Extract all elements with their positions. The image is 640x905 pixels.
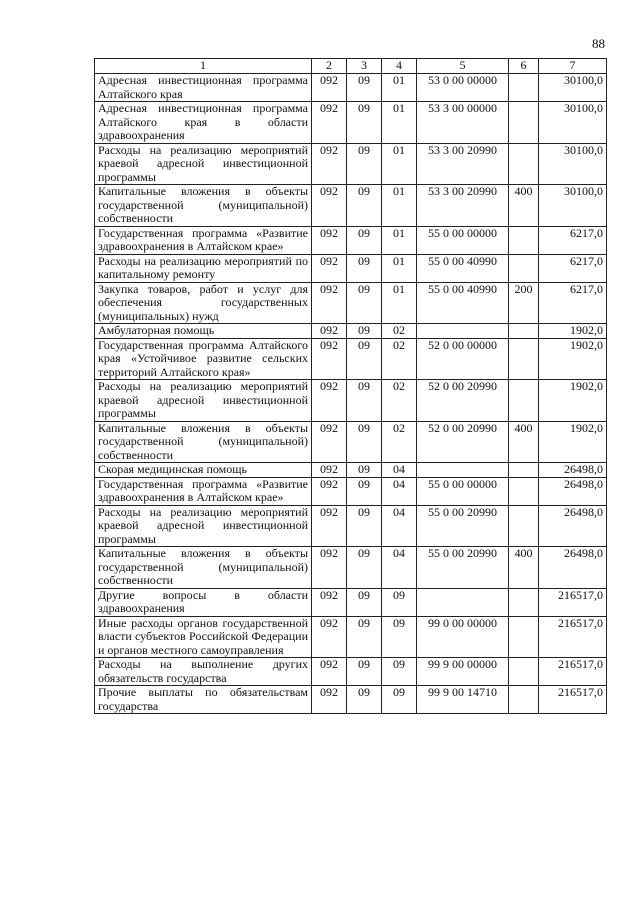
row-expense-type [509, 477, 539, 505]
row-name: Расходы на реализацию мероприятий по капитальному ремонту [95, 254, 312, 282]
row-expense-type [509, 588, 539, 616]
table-row [95, 102, 607, 144]
row-subsection-code: 09 [382, 658, 417, 686]
row-name: Государственная программа «Развитие здравоохранения в Алтайском крае» [95, 477, 312, 505]
row-subsection-code: 01 [382, 282, 417, 324]
row-subsection-code: 02 [382, 324, 417, 339]
row-ministry-code: 092 [312, 74, 347, 102]
column-header: 5 [417, 59, 509, 74]
row-name: Капитальные вложения в объекты государственной (муниципальной) собственности [95, 547, 312, 589]
row-expense-type [509, 254, 539, 282]
row-subsection-code: 09 [382, 616, 417, 658]
row-section-code: 09 [347, 338, 382, 380]
row-ministry-code: 092 [312, 658, 347, 686]
row-subsection-code: 01 [382, 254, 417, 282]
row-target-article: 53 0 00 00000 [417, 74, 509, 102]
table-row [95, 616, 607, 658]
row-ministry-code: 092 [312, 588, 347, 616]
row-ministry-code: 092 [312, 282, 347, 324]
table-row [95, 254, 607, 282]
row-target-article: 52 0 00 20990 [417, 380, 509, 422]
row-target-article [417, 463, 509, 478]
row-subsection-code: 01 [382, 143, 417, 185]
row-amount: 26498,0 [539, 547, 607, 589]
column-header: 1 [95, 59, 312, 74]
row-subsection-code: 02 [382, 421, 417, 463]
row-target-article: 55 0 00 20990 [417, 505, 509, 547]
row-name: Капитальные вложения в объекты государственной (муниципальной) собственности [95, 421, 312, 463]
table-row [95, 658, 607, 686]
row-section-code: 09 [347, 254, 382, 282]
row-amount: 6217,0 [539, 226, 607, 254]
row-target-article: 52 0 00 00000 [417, 338, 509, 380]
column-header: 4 [382, 59, 417, 74]
table-row [95, 185, 607, 227]
row-ministry-code: 092 [312, 686, 347, 714]
row-target-article [417, 588, 509, 616]
row-target-article: 53 3 00 00000 [417, 102, 509, 144]
row-ministry-code: 092 [312, 380, 347, 422]
row-subsection-code: 01 [382, 102, 417, 144]
row-name: Расходы на реализацию мероприятий краевой адресной инвестиционной программы [95, 380, 312, 422]
row-section-code: 09 [347, 282, 382, 324]
row-name: Государственная программа Алтайского края «Устойчивое развитие сельских территорий Алтайского края» [95, 338, 312, 380]
table-row [95, 547, 607, 589]
row-section-code: 09 [347, 226, 382, 254]
row-name: Прочие выплаты по обязательствам государства [95, 686, 312, 714]
row-subsection-code: 01 [382, 226, 417, 254]
row-amount: 216517,0 [539, 658, 607, 686]
row-amount: 6217,0 [539, 282, 607, 324]
row-target-article: 99 9 00 00000 [417, 658, 509, 686]
row-ministry-code: 092 [312, 102, 347, 144]
table-row [95, 226, 607, 254]
row-ministry-code: 092 [312, 505, 347, 547]
row-expense-type [509, 616, 539, 658]
table-row [95, 477, 607, 505]
row-section-code: 09 [347, 463, 382, 478]
row-subsection-code: 01 [382, 185, 417, 227]
row-name: Другие вопросы в области здравоохранения [95, 588, 312, 616]
row-subsection-code: 04 [382, 477, 417, 505]
column-header: 3 [347, 59, 382, 74]
row-ministry-code: 092 [312, 254, 347, 282]
table-row [95, 686, 607, 714]
row-amount: 1902,0 [539, 380, 607, 422]
row-amount: 26498,0 [539, 463, 607, 478]
row-section-code: 09 [347, 686, 382, 714]
row-expense-type: 400 [509, 421, 539, 463]
row-target-article: 99 0 00 00000 [417, 616, 509, 658]
row-ministry-code: 092 [312, 463, 347, 478]
row-name: Амбулаторная помощь [95, 324, 312, 339]
row-target-article: 55 0 00 20990 [417, 547, 509, 589]
row-subsection-code: 02 [382, 338, 417, 380]
column-header: 7 [539, 59, 607, 74]
row-amount: 26498,0 [539, 505, 607, 547]
row-expense-type [509, 324, 539, 339]
table-row [95, 324, 607, 339]
header-row [95, 59, 607, 74]
row-ministry-code: 092 [312, 143, 347, 185]
row-expense-type [509, 74, 539, 102]
table-row [95, 338, 607, 380]
column-header: 6 [509, 59, 539, 74]
column-header: 2 [312, 59, 347, 74]
row-name: Расходы на реализацию мероприятий краевой адресной инвестиционной программы [95, 505, 312, 547]
row-expense-type: 200 [509, 282, 539, 324]
row-target-article: 55 0 00 40990 [417, 282, 509, 324]
row-ministry-code: 092 [312, 547, 347, 589]
row-amount: 26498,0 [539, 477, 607, 505]
row-ministry-code: 092 [312, 421, 347, 463]
row-amount: 30100,0 [539, 102, 607, 144]
row-name: Закупка товаров, работ и услуг для обеспечения государственных (муниципальных) нужд [95, 282, 312, 324]
row-expense-type [509, 505, 539, 547]
row-target-article: 99 9 00 14710 [417, 686, 509, 714]
row-name: Адресная инвестиционная программа Алтайского края [95, 74, 312, 102]
row-section-code: 09 [347, 616, 382, 658]
row-expense-type [509, 658, 539, 686]
row-expense-type [509, 143, 539, 185]
row-section-code: 09 [347, 658, 382, 686]
row-subsection-code: 04 [382, 547, 417, 589]
row-amount: 216517,0 [539, 588, 607, 616]
row-subsection-code: 04 [382, 463, 417, 478]
row-name: Расходы на выполнение других обязательств государства [95, 658, 312, 686]
row-target-article: 53 3 00 20990 [417, 185, 509, 227]
row-target-article: 55 0 00 00000 [417, 477, 509, 505]
table-row [95, 505, 607, 547]
row-section-code: 09 [347, 421, 382, 463]
row-expense-type [509, 102, 539, 144]
row-ministry-code: 092 [312, 226, 347, 254]
row-expense-type [509, 226, 539, 254]
row-target-article: 55 0 00 40990 [417, 254, 509, 282]
row-target-article: 55 0 00 00000 [417, 226, 509, 254]
row-section-code: 09 [347, 505, 382, 547]
table-row [95, 74, 607, 102]
row-expense-type [509, 380, 539, 422]
table-row [95, 143, 607, 185]
row-target-article [417, 324, 509, 339]
row-subsection-code: 01 [382, 74, 417, 102]
row-subsection-code: 02 [382, 380, 417, 422]
row-amount: 216517,0 [539, 616, 607, 658]
row-name: Государственная программа «Развитие здравоохранения в Алтайском крае» [95, 226, 312, 254]
row-name: Капитальные вложения в объекты государственной (муниципальной) собственности [95, 185, 312, 227]
row-amount: 216517,0 [539, 686, 607, 714]
table-row [95, 588, 607, 616]
table-row [95, 463, 607, 478]
row-section-code: 09 [347, 380, 382, 422]
row-section-code: 09 [347, 74, 382, 102]
row-expense-type [509, 463, 539, 478]
row-target-article: 53 3 00 20990 [417, 143, 509, 185]
row-name: Иные расходы органов государственной власти субъектов Российской Федерации и органов местного самоуправления [95, 616, 312, 658]
page-number: 88 [592, 36, 605, 51]
row-name: Адресная инвестиционная программа Алтайского края в области здравоохранения [95, 102, 312, 144]
table-body [95, 74, 607, 714]
row-amount: 30100,0 [539, 143, 607, 185]
row-ministry-code: 092 [312, 185, 347, 227]
row-subsection-code: 04 [382, 505, 417, 547]
row-expense-type: 400 [509, 547, 539, 589]
row-subsection-code: 09 [382, 686, 417, 714]
row-section-code: 09 [347, 588, 382, 616]
row-amount: 1902,0 [539, 338, 607, 380]
row-expense-type: 400 [509, 185, 539, 227]
table-row [95, 421, 607, 463]
row-section-code: 09 [347, 324, 382, 339]
row-name: Скорая медицинская помощь [95, 463, 312, 478]
row-ministry-code: 092 [312, 616, 347, 658]
row-amount: 30100,0 [539, 74, 607, 102]
row-ministry-code: 092 [312, 338, 347, 380]
row-amount: 1902,0 [539, 324, 607, 339]
row-section-code: 09 [347, 102, 382, 144]
row-section-code: 09 [347, 185, 382, 227]
row-ministry-code: 092 [312, 324, 347, 339]
row-name: Расходы на реализацию мероприятий краевой адресной инвестиционной программы [95, 143, 312, 185]
row-amount: 1902,0 [539, 421, 607, 463]
row-expense-type [509, 686, 539, 714]
row-expense-type [509, 338, 539, 380]
row-section-code: 09 [347, 547, 382, 589]
budget-table [94, 58, 607, 714]
row-amount: 30100,0 [539, 185, 607, 227]
row-amount: 6217,0 [539, 254, 607, 282]
table-row [95, 282, 607, 324]
row-target-article: 52 0 00 20990 [417, 421, 509, 463]
row-ministry-code: 092 [312, 477, 347, 505]
row-subsection-code: 09 [382, 588, 417, 616]
row-section-code: 09 [347, 477, 382, 505]
table-row [95, 380, 607, 422]
row-section-code: 09 [347, 143, 382, 185]
